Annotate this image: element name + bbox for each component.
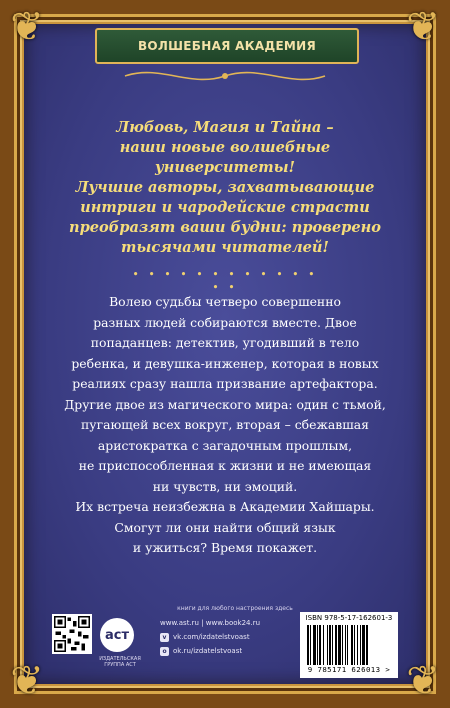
series-label: ВОЛШЕБНАЯ АКАДЕМИЯ (137, 39, 317, 53)
publisher-logo: аст (100, 618, 134, 652)
blurb (52, 292, 398, 559)
publisher-links (160, 616, 300, 658)
tagline (60, 118, 390, 258)
blurb-line: Их встреча неизбежна в Академии Хайшары. (75, 499, 375, 514)
blurb-line: ребенка, и девушка-инженер, которая в новых (71, 355, 379, 371)
barcode-icon (306, 625, 392, 665)
blurb-line: пугающей всех вокруг, вторая – сбежавшая (81, 417, 369, 432)
blurb-line: разных людей собираются вместе. Двое (93, 314, 357, 330)
publisher-caption: ИЗДАТЕЛЬСКАЯ ГРУППА АСТ (99, 656, 141, 668)
genre-note: книги для любого настроения здесь (177, 605, 293, 612)
corner-ornament-icon: ❦ (406, 4, 440, 50)
ok-icon: o (160, 647, 169, 656)
corner-ornament-icon: ❦ (10, 4, 44, 50)
web-link[interactable]: www.ast.ru | www.book24.ru (160, 619, 261, 627)
tagline-line: тысячами читателей! (121, 239, 329, 256)
corner-ornament-icon: ❦ (10, 658, 44, 704)
tagline-line: преобразят ваши будни: проверено (68, 219, 382, 236)
blurb-line: попаданцев: детектив, угодивший в тело (90, 335, 360, 350)
swirl-ornament-icon (120, 66, 330, 86)
barcode-digits: 9 785171 626013 > (307, 665, 391, 674)
ok-link[interactable]: o ok.ru/izdatelstvoast (160, 644, 300, 658)
blurb-line: Другие двое из магического мира: один с тьмой, (64, 396, 386, 412)
series-banner (95, 28, 359, 64)
corner-ornament-icon: ❦ (406, 658, 440, 704)
tagline-line: интриги и чародейские страсти (80, 199, 370, 216)
blurb-line: Волею судьбы четверо совершенно (109, 294, 341, 309)
tagline-line: наши новые волшебные университеты! (119, 139, 331, 176)
blurb-line: аристократка с загадочным прошлым, (97, 437, 353, 453)
vk-link[interactable]: v vk.com/izdatelstvoast (160, 630, 300, 644)
blurb-line: Смогут ли они найти общий язык (114, 519, 336, 535)
tagline-line: Любовь, Магия и Тайна – (116, 119, 334, 136)
blurb-line: и ужиться? Время покажет. (132, 540, 318, 555)
isbn-number: ISBN 978-5-17-162601-3 (305, 614, 393, 622)
blurb-line: реалиях сразу нашла призвание артефактора. (72, 376, 378, 391)
tagline-line: Лучшие авторы, захватывающие (75, 179, 375, 196)
isbn-barcode (300, 612, 398, 678)
blurb-line: не приспособленная к жизни и не имеющая (78, 458, 372, 473)
blurb-line: ни чувств, ни эмоций. (152, 478, 298, 494)
dotted-separator: • • • • • • • • • • • • • • (132, 268, 318, 294)
qr-code-icon[interactable] (52, 614, 92, 654)
vk-icon: v (160, 633, 169, 642)
